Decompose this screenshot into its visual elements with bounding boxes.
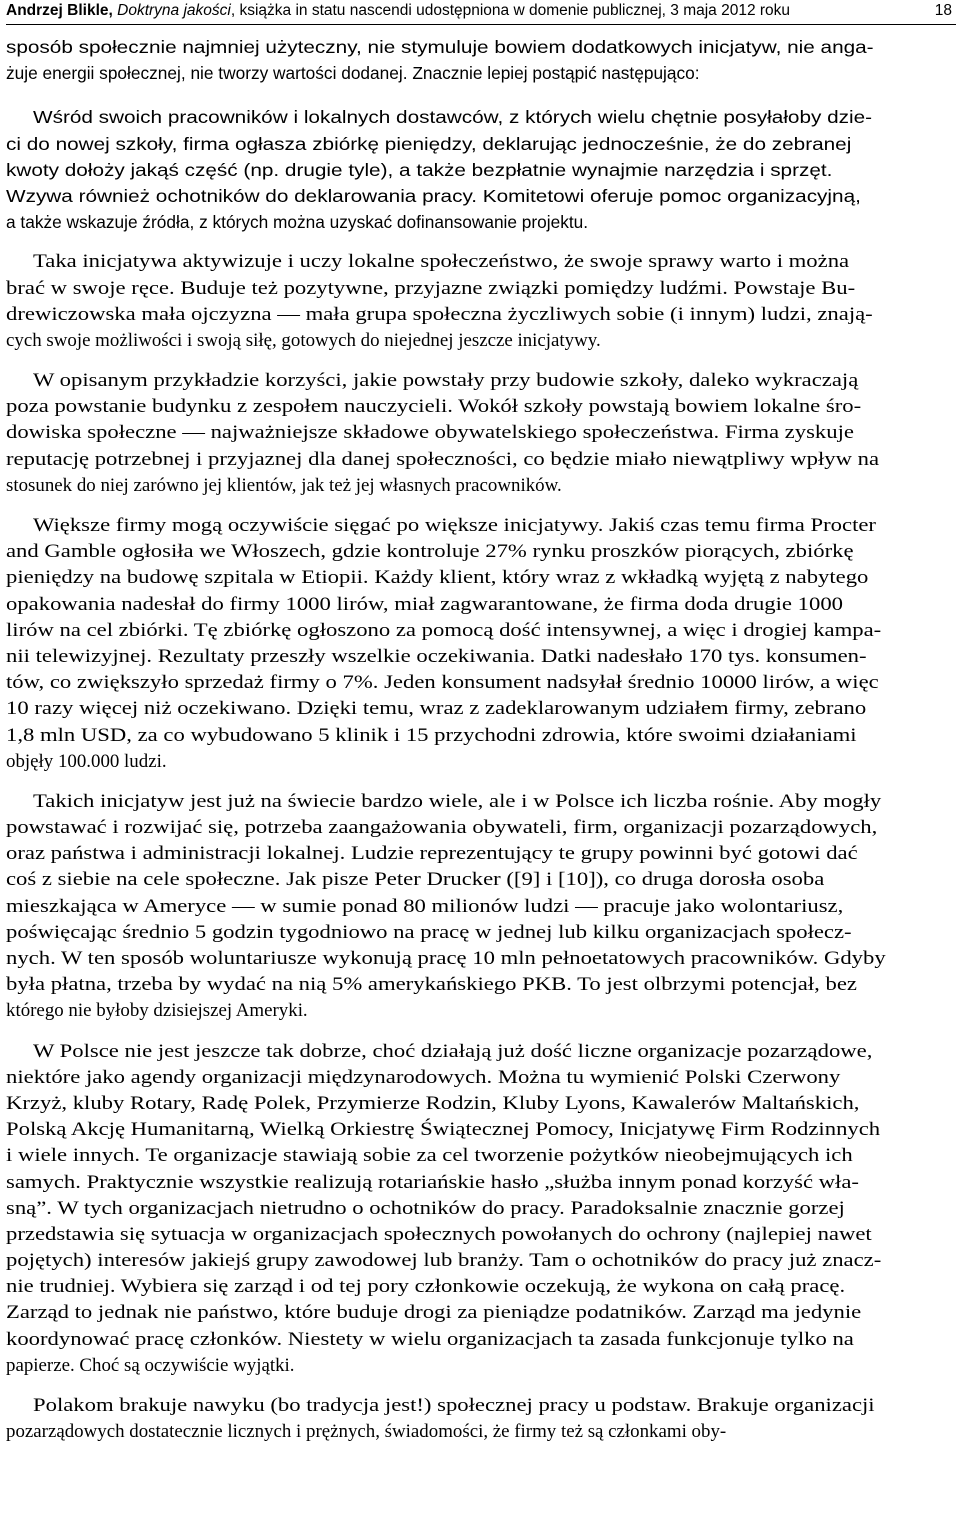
text-line-content: a także wskazuje źródła, z których można uzyskać dofinansowanie projektu. xyxy=(6,212,589,233)
text-line xyxy=(6,249,956,275)
text-line xyxy=(6,157,956,183)
paragraph xyxy=(6,789,956,1025)
text-line-content: W Polsce nie jest jeszcze tak dobrze, choć działają już dość liczne organizacje pozarządowe, xyxy=(33,1040,873,1062)
text-line-content: Zarząd to jednak nie państwo, które buduje drogi za pieniądze podatników. Zarząd ma jedynie xyxy=(6,1302,862,1324)
text-line xyxy=(6,394,956,420)
text-line xyxy=(6,302,956,328)
text-line xyxy=(6,1222,956,1248)
text-line-content: Większe firmy mogą oczywiście sięgać po większe inicjatywy. Jakiś czas temu firma Procter xyxy=(33,515,877,536)
text-line xyxy=(6,183,956,209)
text-line xyxy=(6,473,956,499)
text-line xyxy=(6,447,956,473)
text-line-content: kwoty dołoży jakąś część (np. drugie tyle), a także bezpłatnie wynajmie narzędzia i sprzęt. xyxy=(6,159,833,180)
text-line-content: poświęcając średnio 5 godzin tygodniowo na pracę w jednej lub kilku organizacjach społecz- xyxy=(6,921,852,943)
text-line xyxy=(6,1353,956,1379)
text-line xyxy=(6,209,956,235)
text-line-content: W opisanym przykładzie korzyści, jakie powstały przy budowie szkoły, daleko wykraczają xyxy=(33,370,859,392)
text-line-content: drewiczowska mała ojczyzna — mała grupa społeczna życzliwych sobie (i innym) ludzi, znają- xyxy=(6,303,873,325)
text-line xyxy=(6,841,956,867)
text-line-content: objęły 100.000 ludzi. xyxy=(6,750,167,772)
text-line-content: lirów na cel zbiórki. Tę zbiórkę ogłoszono za pomocą dość intensywnej, a więc i drogiej kampa- xyxy=(6,619,882,641)
text-line xyxy=(6,1170,956,1196)
paragraph xyxy=(6,34,956,86)
text-line-content: coś z siebie na cele społeczne. Jak pisze Peter Drucker ([9] i [10]), co druga dorosła osoba xyxy=(6,869,825,891)
text-line-content: niektóre jako agendy organizacji międzynarodowych. Można tu wymienić Polski Czerwony xyxy=(6,1066,841,1088)
text-line-content: nie trudniej. Wybiera się zarząd i od tej pory członkowie oczekują, że wykona on całą pracę. xyxy=(6,1276,846,1298)
text-line-content: papierze. Choć są oczywiście wyjątki. xyxy=(6,1354,295,1376)
text-line-content: dowiska społeczne — najważniejsze składowe obywatelskiego społeczeństwa. Firma zyskuje xyxy=(6,422,854,444)
text-line xyxy=(6,1039,956,1065)
text-line xyxy=(6,1393,956,1419)
text-line xyxy=(6,565,956,591)
text-line xyxy=(6,946,956,972)
text-line-content: pozarządowych dostatecznie licznych i prężnych, świadomości, że firmy też są członkami oby- xyxy=(6,1421,727,1443)
text-line xyxy=(6,1065,956,1091)
text-line-content: poza powstanie budynku z zespołem nauczycieli. Wokół szkoły powstają bowiem lokalne śro- xyxy=(6,396,862,418)
paragraph xyxy=(6,249,956,354)
text-line-content: cych swoje możliwości i swoją siłę, gotowych do niejednej jeszcze inicjatywy. xyxy=(6,329,601,351)
text-line xyxy=(6,513,956,539)
text-line xyxy=(6,644,956,670)
paragraph xyxy=(6,104,956,235)
paragraph xyxy=(6,1039,956,1379)
header-citation xyxy=(6,0,790,22)
text-line-content: nii telewizyjnej. Rezultaty przeszły wszelkie oczekiwania. Datki nadesłało 170 tys. konsumen- xyxy=(6,645,867,667)
text-line-content: tów, co zwiększyło sprzedaż firmy o 7%. Jeden konsument nadsyłał średnio 10000 lirów, a więc xyxy=(6,672,879,694)
text-line xyxy=(6,131,956,157)
text-line xyxy=(6,1327,956,1353)
text-line-content: koordynować pracę członków. Niestety w wielu organizacjach ta zasada funkcjonuje tylko na xyxy=(6,1328,854,1350)
text-line-content: and Gamble ogłosiła we Włoszech, gdzie kontroluje 27% rynku proszków piorących, zbiórkę xyxy=(6,541,854,563)
text-line xyxy=(6,789,956,815)
text-line xyxy=(6,723,956,749)
text-line-content: pieniędzy na budowę szpitala w Etiopii. Każdy klient, który wraz z wkładką wyjętą z nabytego xyxy=(6,567,869,589)
text-line xyxy=(6,592,956,618)
text-line-content: była płatna, trzeba by wydać na nią 5% amerykańskiego PKB. To jest olbrzymi potencjał, bez xyxy=(6,974,857,996)
paragraph xyxy=(6,368,956,499)
text-line-content: pojętych) interesów jakiejś grupy zawodowej lub branży. Tam o ochotników do pracy już znacz- xyxy=(6,1250,882,1272)
text-line-content: 10 razy więcej niż oczekiwano. Dzięki temu, wraz z zadeklarowanym udziałem firmy, zebrano xyxy=(6,698,867,720)
page-number: 18 xyxy=(934,2,952,19)
text-line-content: 1,8 mln USD, za co wybudowano 5 klinik i 15 przychodni zdrowia, które swoimi działaniami xyxy=(6,724,857,746)
text-line-content: powstawać i rozwijać się, potrzeba zaangażowania obywateli, firm, organizacji pozarządowych, xyxy=(6,817,878,839)
text-line-content: i wiele innych. Te organizacje stawiają sobie za cel tworzenie pożytków nieobejmujących ich xyxy=(6,1145,853,1167)
text-line-content: mieszkająca w Ameryce — w sumie ponad 80 milionów ludzi — pracuje jako wolontariusz, xyxy=(6,895,844,917)
text-line xyxy=(6,749,956,775)
text-line-content: Taka inicjatywa aktywizuje i uczy lokalne społeczeństwo, że swoje sprawy warto i można xyxy=(33,251,850,273)
page-body xyxy=(6,34,956,1445)
text-line xyxy=(6,1143,956,1169)
text-line-content: reputację potrzebnej i przyjaznej dla danej społeczności, co będzie miało niewątpliwy wpływ na xyxy=(6,448,880,470)
text-line xyxy=(6,972,956,998)
text-line xyxy=(6,815,956,841)
text-line xyxy=(6,1117,956,1143)
text-line xyxy=(6,60,956,86)
text-line xyxy=(6,867,956,893)
text-line-content: którego nie byłoby dzisiejszej Ameryki. xyxy=(6,1000,308,1022)
text-line xyxy=(6,328,956,354)
text-line xyxy=(6,894,956,920)
text-line-content: brać w swoje ręce. Buduje też pozytywne, przyjazne związki pomiędzy ludźmi. Powstaje Bu- xyxy=(6,277,856,299)
text-line xyxy=(6,670,956,696)
text-line-content: Wzywa również ochotników do deklarowania pracy. Komitetowi oferuje pomoc organizacyjną, xyxy=(6,185,861,206)
text-line xyxy=(6,420,956,446)
text-line-content: Polakom brakuje nawyku (bo tradycja jest!) społecznej pracy u podstaw. Brakuje organizacji xyxy=(33,1395,875,1416)
text-line-content: ci do nowej szkoły, firma ogłasza zbiórkę pieniędzy, deklarując jednocześnie, że do zebranej xyxy=(6,133,852,154)
text-line xyxy=(6,696,956,722)
text-line xyxy=(6,1419,956,1445)
header-author: Andrzej Blikle, xyxy=(6,2,113,19)
text-line xyxy=(6,1274,956,1300)
text-line xyxy=(6,1196,956,1222)
paragraph xyxy=(6,1393,956,1445)
text-line xyxy=(6,618,956,644)
text-line-content: Takich inicjatyw jest już na świecie bardzo wiele, ale i w Polsce ich liczba rośnie. Aby mogły xyxy=(33,790,882,812)
text-line xyxy=(6,920,956,946)
text-line xyxy=(6,368,956,394)
text-line-content: sną”. W tych organizacjach nietrudno o ochotników do pracy. Paradoksalnie znacznie gorzej xyxy=(6,1197,845,1219)
text-line-content: żuje energii społecznej, nie tworzy wartości dodanej. Znacznie lepiej postąpić następująco: xyxy=(6,63,700,84)
text-line-content: stosunek do niej zarówno jej klientów, jak też jej własnych pracowników. xyxy=(6,474,562,496)
text-line xyxy=(6,539,956,565)
text-line-content: Wśród swoich pracowników i lokalnych dostawców, z których wielu chętnie posyłałoby dzie- xyxy=(33,107,873,128)
text-line xyxy=(6,1300,956,1326)
text-line-content: Krzyż, kluby Rotary, Radę Polek, Przymierze Rodzin, Kluby Lyons, Kawalerów Maltańskich, xyxy=(6,1092,860,1114)
text-line-content: Polską Akcję Humanitarną, Wielką Orkiestrę Świątecznej Pomocy, Inicjatywę Firm Rodzinnych xyxy=(6,1119,881,1141)
header-book-title: Doktryna jakości xyxy=(117,2,231,19)
running-header xyxy=(6,0,956,25)
text-line-content: opakowania nadesłał do firmy 1000 lirów, miał zagwarantowane, że firma doda drugie 1000 xyxy=(6,593,844,615)
header-citation-rest: , książka in statu nascendi udostępniona w domenie publicznej, 3 maja 2012 roku xyxy=(230,2,791,19)
text-line-content: oraz państwa i administracji lokalnej. Ludzie reprezentujący te grupy powinni być gotowi dać xyxy=(6,843,858,865)
text-line xyxy=(6,34,956,60)
text-line xyxy=(6,998,956,1024)
text-line xyxy=(6,1091,956,1117)
text-line xyxy=(6,1248,956,1274)
text-line-content: przedstawia się sytuacja w organizacjach społecznych powołanych do ochrony (najlepiej nawet xyxy=(6,1223,872,1245)
text-line xyxy=(6,104,956,130)
text-line-content: sposób społecznie najmniej użyteczny, nie stymuluje bowiem dodatkowych inicjatyw, nie anga- xyxy=(6,37,874,57)
text-line xyxy=(6,276,956,302)
paragraph xyxy=(6,513,956,775)
text-line-content: samych. Praktycznie wszystkie realizują rotariańskie hasło „służba innym ponad korzyść wła- xyxy=(6,1171,859,1193)
text-line-content: nych. W ten sposób woluntariusze wykonują pracę 10 mln pełnoetatowych pracowników. Gdyby xyxy=(6,948,886,969)
